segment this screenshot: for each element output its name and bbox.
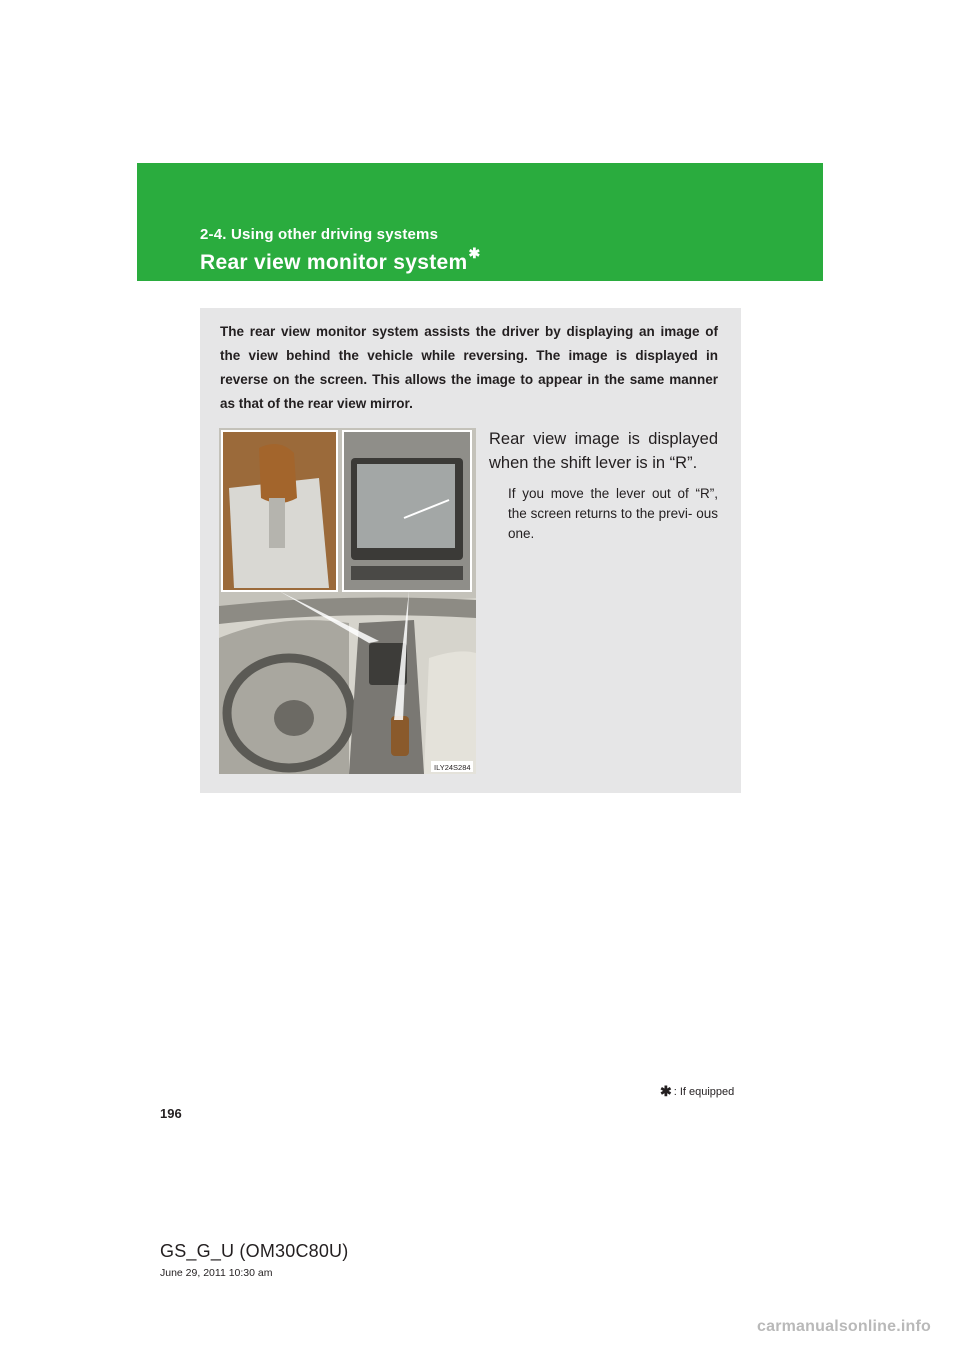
note-text: If you move the lever out of “R”, the screen returns to the previ- ous one. [508,486,718,541]
page-number: 196 [160,1106,182,1121]
asterisk-icon: ✱ [660,1083,672,1099]
step-text: Rear view image is displayed when the shift lever is in “R”. [489,430,718,472]
page-title-text: Rear view monitor system [200,251,468,274]
page-title [200,245,481,275]
footnote-text: : If equipped [673,1085,735,1098]
document-date: June 29, 2011 10:30 am [160,1267,273,1279]
car-interior-illustration [219,428,476,774]
intro-paragraph: The rear view monitor system assists the driver by displaying an image of the view behind the vehicle while reversing. The image is displayed in reverse on the screen. This allows the image to appear in the same manner as that of the rear view mirror. [220,324,718,411]
if-equipped-marker: ✱ [468,245,481,261]
watermark: carmanualsonline.info [757,1318,932,1335]
illustration-code: ILY24S284 [434,763,471,772]
document-code: GS_G_U (OM30C80U) [160,1241,349,1261]
section-label: 2-4. Using other driving systems [200,226,439,243]
footnote [660,1083,734,1100]
